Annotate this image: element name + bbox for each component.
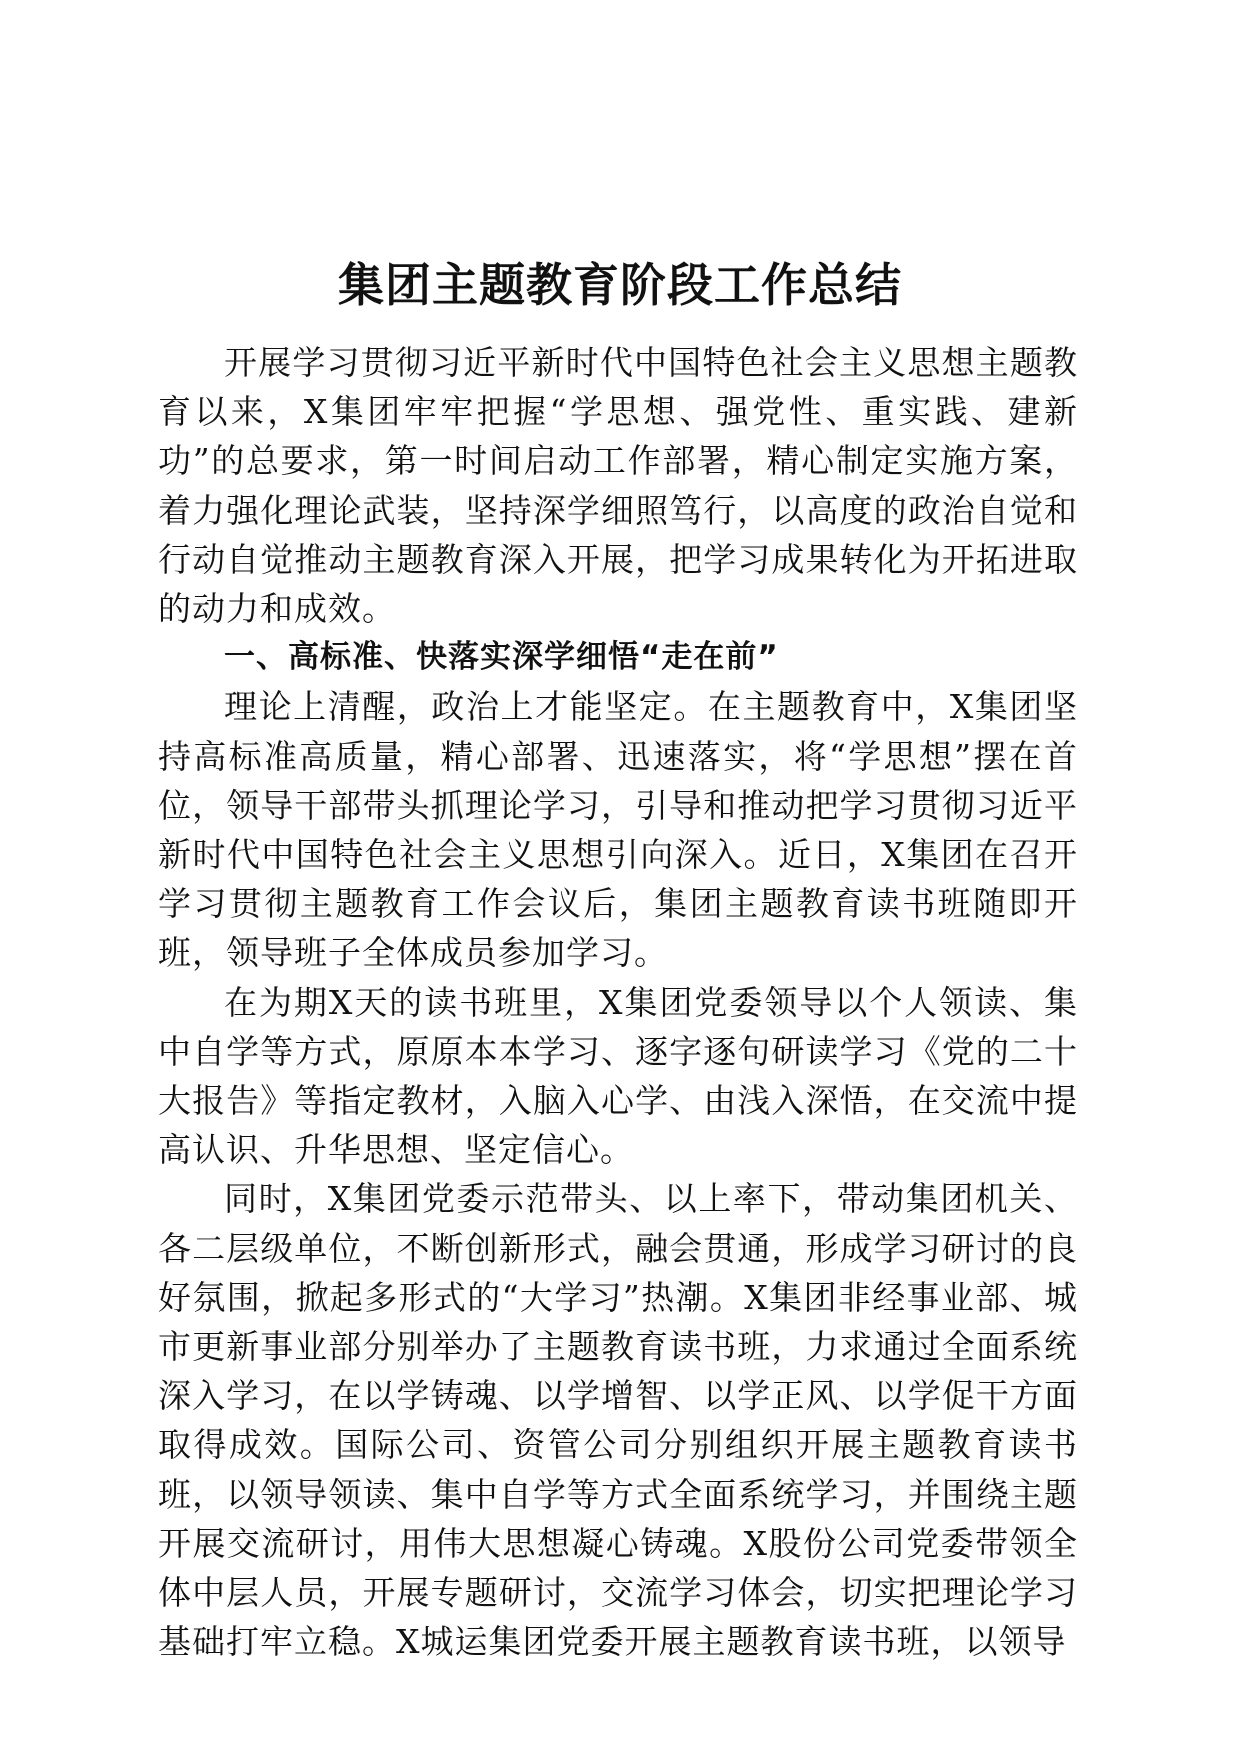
section-paragraph-2: 在为期X天的读书班里，X集团党委领导以个人领读、集中自学等方式，原原本本学习、逐字逐句研读学习《党的二十大报告》等指定教材，入脑入心学、由浅入深悟，在交流中提高认识、升华思想、坚定信心。 [158, 982, 1078, 1170]
section-paragraph-1: 理论上清醒，政治上才能坚定。在主题教育中，X集团坚持高标准高质量，精心部署、迅速落实，将“学思想”摆在首位，领导干部带头抓理论学习，引导和推动把学习贯彻习近平新时代中国特色社会主义思想引向深入。近日，X集团在召开学习贯彻主题教育工作会议后，集团主题教育读书班随即开班，领导班子全体成员参加学习。 [158, 687, 1078, 973]
document-body [158, 338, 1078, 1666]
intro-paragraph: 开展学习贯彻习近平新时代中国特色社会主义思想主题教育以来，X集团牢牢把握“学思想、强党性、重实践、建新功”的总要求，第一时间启动工作部署，精心制定实施方案，着力强化理论武装，坚持深学细照笃行，以高度的政治自觉和行动自觉推动主题教育深入开展，把学习成果转化为开拓进取的动力和成效。 [158, 343, 1078, 629]
section-paragraph-3: 同时，X集团党委示范带头、以上率下，带动集团机关、各二层级单位，不断创新形式，融会贯通，形成学习研讨的良好氛围，掀起多形式的“大学习”热潮。X集团非经事业部、城市更新事业部分别举办了主题教育读书班，力求通过全面系统深入学习，在以学铸魂、以学增智、以学正风、以学促干方面取得成效。国际公司、资管公司分别组织开展主题教育读书班，以领导领读、集中自学等方式全面系统学习，并围绕主题开展交流研讨，用伟大思想凝心铸魂。X股份公司党委带领全体中层人员，开展专题研讨，交流学习体会，切实把理论学习基础打牢立稳。X城运集团党委开展主题教育读书班，以领导 [158, 1179, 1078, 1662]
section-heading: 一、高标准、快落实深学细悟“走在前” [224, 639, 779, 676]
document-title: 集团主题教育阶段工作总结 [338, 258, 902, 312]
